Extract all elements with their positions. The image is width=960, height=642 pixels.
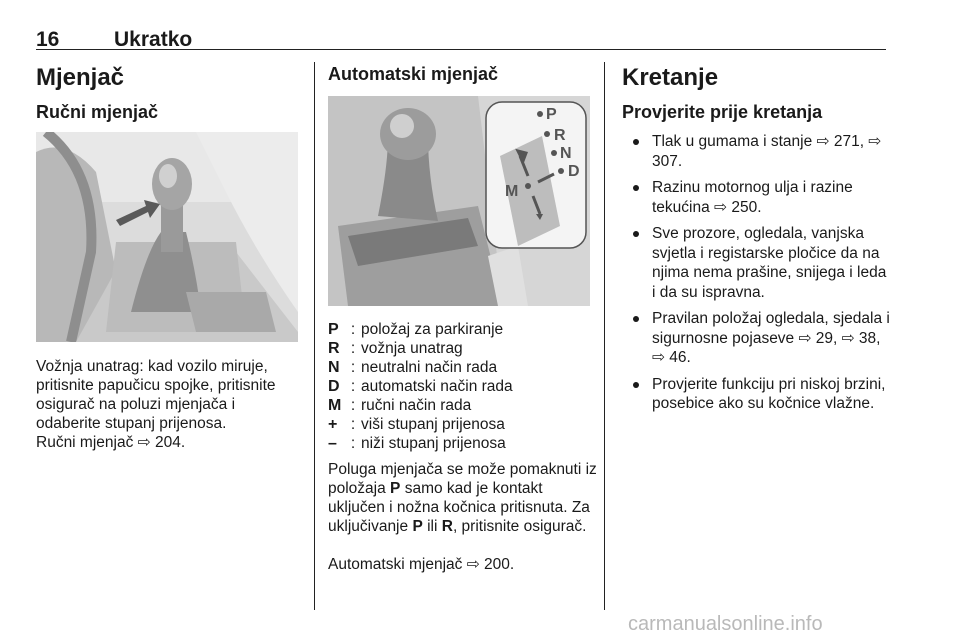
legend-row-r: [328, 339, 598, 358]
para-bold-p: P: [412, 518, 423, 535]
automatic-gearshift-figure: [328, 96, 590, 306]
legend-separator: :: [350, 320, 356, 338]
list-item-text: Sve prozore, ogledala, vanjska svjetla i registarske pločice da na njima nema prašine, snijega i leda i da su ispravna.: [652, 225, 887, 301]
section-title: Ukratko: [114, 28, 193, 51]
list-item-text: Tlak u gumama i stanje ⇨ 271, ⇨ 307.: [652, 133, 882, 170]
legend-value: položaj za parkiranje: [361, 320, 504, 338]
column-divider-1: [314, 62, 315, 610]
legend-row-m: [328, 396, 598, 415]
reference-label: Automatski mjenjač: [328, 556, 463, 573]
list-item: [622, 224, 890, 302]
legend-row-d: [328, 377, 598, 396]
bullet-icon: [633, 139, 639, 145]
reference-page[interactable]: 204.: [154, 434, 186, 451]
plus-icon: +: [328, 415, 338, 433]
heading-automatic: Automatski mjenjač: [328, 64, 499, 84]
legend-key: P: [328, 320, 339, 338]
legend-separator: :: [350, 339, 356, 357]
legend-value: niži stupanj prijenosa: [361, 434, 506, 452]
para-bold-r: R: [441, 518, 453, 535]
heading-transmission: Mjenjač: [36, 64, 125, 91]
watermark: carmanualsonline.info: [628, 613, 823, 635]
legend-separator: :: [350, 396, 356, 414]
bullet-icon: [633, 316, 639, 322]
header-rule: [36, 49, 886, 50]
minus-icon: –: [328, 434, 337, 452]
selector-letter-n: N: [560, 145, 572, 162]
legend-key: N: [328, 358, 340, 376]
selector-letter-m: M: [505, 183, 519, 200]
list-item-text: Pravilan položaj ogledala, sjedala i sigurnosne pojaseve ⇨ 29, ⇨ 38, ⇨ 46.: [652, 310, 890, 366]
list-item-text: Provjerite funkciju pri niskoj brzini, posebice ako su kočnice vlažne.: [652, 375, 886, 412]
legend-separator: :: [350, 434, 356, 452]
para-text: Poluga mjenjača se može pomaknuti iz položaja: [328, 461, 597, 497]
legend-key: R: [328, 339, 340, 357]
legend-separator: :: [350, 358, 356, 376]
list-item: [622, 132, 890, 171]
legend-row-plus: [328, 415, 598, 434]
bullet-icon: [633, 185, 639, 191]
reference-label: Ručni mjenjač: [36, 434, 134, 451]
legend-key: M: [328, 396, 342, 414]
manual-reverse-paragraph: Vožnja unatrag: kad vozilo miruje, pritisnite papučicu spojke, pritisnite osigurač na poluzi mjenjača i odaberite stupanj prijenosa.: [36, 358, 276, 432]
legend-row-p: [328, 320, 598, 339]
legend-value: vožnja unatrag: [361, 339, 463, 357]
manual-reference: [36, 433, 298, 452]
column-divider-2: [604, 62, 605, 610]
legend-value: viši stupanj prijenosa: [361, 415, 505, 433]
reference-page[interactable]: 200.: [484, 556, 515, 573]
list-item: [622, 178, 890, 217]
list-item-text: Razinu motornog ulja i razine tekućina ⇨ 250.: [652, 179, 853, 216]
automatic-paragraph: [328, 460, 598, 536]
automatic-reference: [328, 555, 598, 574]
selector-letter-d: D: [568, 163, 580, 180]
legend-separator: :: [350, 415, 356, 433]
bullet-icon: [633, 382, 639, 388]
bullet-icon: [633, 231, 639, 237]
para-bold-p: P: [390, 480, 401, 497]
legend-row-n: [328, 358, 598, 377]
page-number: 16: [36, 28, 60, 51]
legend-key: D: [328, 377, 340, 395]
checklist: [622, 132, 890, 421]
selector-letter-r: R: [554, 127, 566, 144]
page-ref-icon: ⇨: [466, 556, 480, 573]
list-item: [622, 309, 890, 368]
para-text: ili: [422, 518, 442, 535]
legend-row-minus: [328, 434, 598, 453]
selector-letter-p: P: [546, 106, 557, 123]
list-item: [622, 375, 890, 414]
page-ref-icon: ⇨: [137, 434, 151, 451]
legend-value: automatski način rada: [361, 377, 513, 395]
legend-value: ručni način rada: [361, 396, 472, 414]
para-text: samo kad je kontakt uključen i nožna kočnica pritisnuta. Za uključivanje: [328, 480, 590, 535]
manual-gearshift-figure: [36, 132, 298, 342]
heading-driving: Kretanje: [622, 64, 719, 91]
selector-legend: [328, 320, 598, 453]
legend-value: neutralni način rada: [361, 358, 498, 376]
legend-separator: :: [350, 377, 356, 395]
subheading-checks: Provjerite prije kretanja: [622, 102, 823, 122]
para-text: , pritisnite osigurač.: [452, 518, 587, 535]
subheading-manual: Ručni mjenjač: [36, 102, 159, 122]
